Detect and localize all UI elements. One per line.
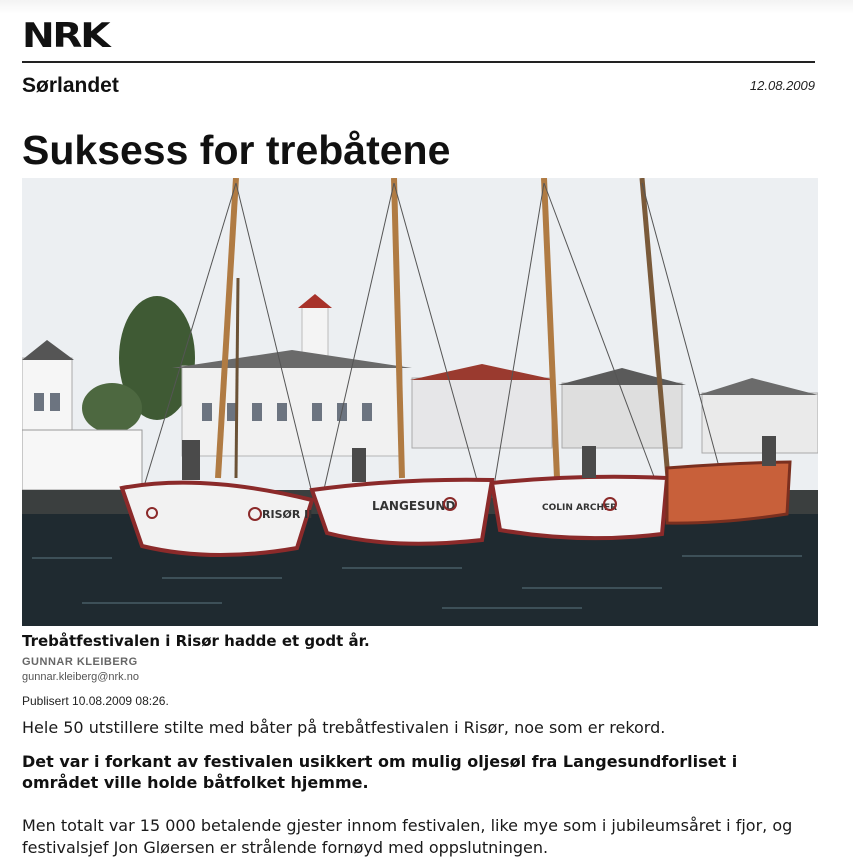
article-headline: Suksess for trebåtene <box>22 127 451 173</box>
article-lead-paragraph: Det var i forkant av festivalen usikkert om mulig oljesøl fra Langesundforliset i området ville holde båtfolket hjemme. <box>22 752 738 792</box>
article-photo <box>22 178 818 626</box>
article-paragraph-3: Men totalt var 15 000 betalende gjester innom festivalen, like mye som i jubileumsåret i fjor, og festivalsjef Jon Gløersen er strålende fornøyd med oppslutningen. <box>22 816 793 857</box>
masthead-rule <box>22 61 815 63</box>
article-paragraph-1: Hele 50 utstillere stilte med båter på trebåtfestivalen i Risør, noe som er rekord. <box>22 718 666 737</box>
photo-caption: Trebåtfestivalen i Risør hadde et godt år. <box>22 632 370 650</box>
boat-name-2: LANGESUND <box>372 499 456 513</box>
nrk-logo[interactable]: NRK <box>22 16 109 56</box>
harbour-boats-image <box>22 178 818 626</box>
boat-name-3: COLIN ARCHER <box>542 503 618 513</box>
boat-name-1: RISØR II <box>262 508 313 521</box>
author-email[interactable]: gunnar.kleiberg@nrk.no <box>22 671 139 683</box>
published-timestamp: Publisert 10.08.2009 08:26. <box>22 694 169 708</box>
author-name[interactable]: GUNNAR KLEIBERG <box>22 656 138 668</box>
scan-edge <box>0 0 853 14</box>
print-date: 12.08.2009 <box>749 78 815 93</box>
section-title[interactable]: Sørlandet <box>22 74 119 97</box>
